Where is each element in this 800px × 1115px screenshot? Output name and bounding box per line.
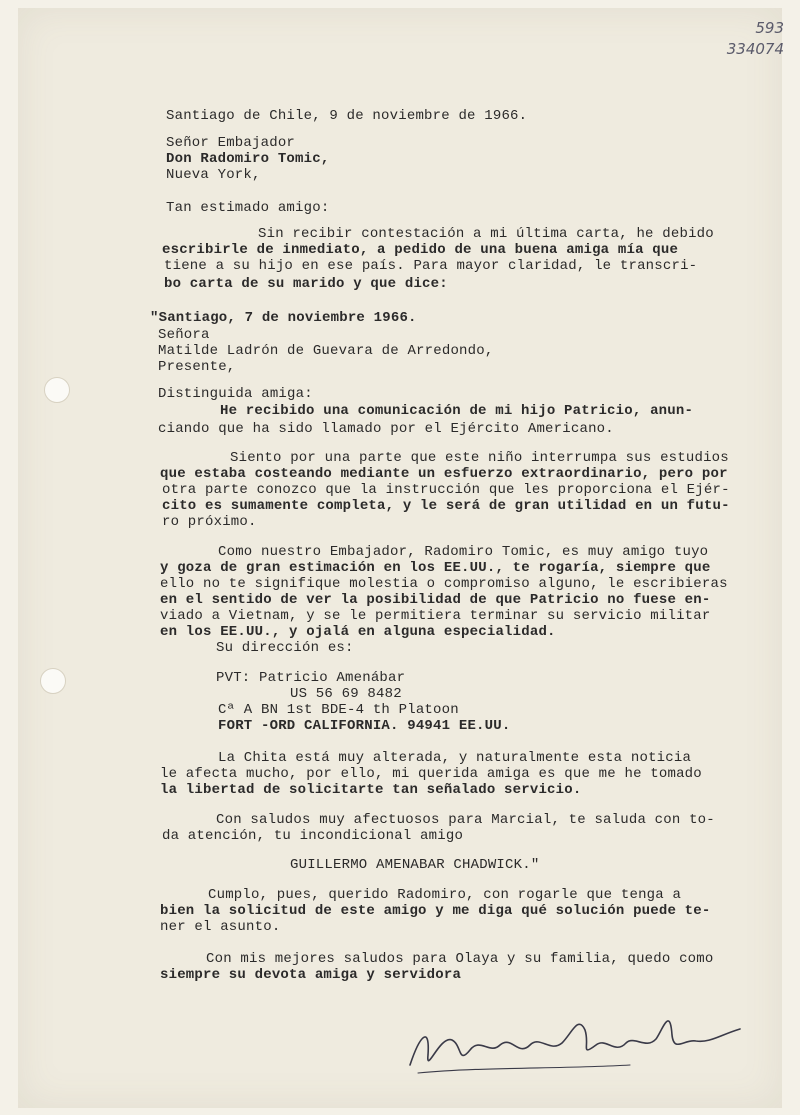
quoted-paragraph-line: Como nuestro Embajador, Radomiro Tomic, es muy amigo tuyo [218, 544, 709, 560]
closing-line: Cumplo, pues, querido Radomiro, con rogarle que tenga a [208, 887, 682, 903]
quoted-paragraph-line: que estaba costeando mediante un esfuerzo extraordinario, pero por [160, 466, 728, 482]
quoted-signature: GUILLERMO AMENABAR CHADWICK." [290, 857, 540, 873]
quoted-salutation: Distinguida amiga: [158, 386, 313, 402]
intro-line: escribirle de inmediato, a pedido de una buena amiga mía que [162, 242, 679, 258]
intro-line: Sin recibir contestación a mi última carta, he debido [258, 226, 714, 242]
quoted-paragraph-line: en el sentido de ver la posibilidad de que Patricio no fuese en- [160, 592, 711, 608]
quoted-paragraph-line: ello no te signifique molestia o compromiso alguno, le escribieras [160, 576, 728, 592]
recipient-line: Don Radomiro Tomic, [166, 151, 330, 167]
address-line: FORT -ORD CALIFORNIA. 94941 EE.UU. [218, 718, 511, 734]
closing-line: bien la solicitud de este amigo y me diga qué solución puede te- [160, 903, 711, 919]
quoted-recipient-line: Señora [158, 327, 210, 343]
address-line: PVT: Patricio Amenábar [216, 670, 406, 686]
recipient-line: Señor Embajador [166, 135, 296, 151]
letter-date: Santiago de Chile, 9 de noviembre de 1966. [166, 108, 528, 124]
quoted-recipient-line: Matilde Ladrón de Guevara de Arredondo, [158, 343, 494, 359]
quoted-paragraph-line: viado a Vietnam, y se le permitiera terminar su servicio militar [160, 608, 711, 624]
quoted-paragraph-line: en los EE.UU., y ojalá en alguna especialidad. [160, 624, 556, 640]
recipient-line: Nueva York, [166, 167, 261, 183]
address-line: Cª A BN 1st BDE-4 th Platoon [218, 702, 459, 718]
archive-number-line1: 593 [755, 19, 784, 37]
address-line: US 56 69 8482 [290, 686, 402, 702]
closing-line: siempre su devota amiga y servidora [160, 967, 462, 983]
quoted-paragraph-line: da atención, tu incondicional amigo [162, 828, 464, 844]
quoted-recipient-line: Presente, [158, 359, 236, 375]
intro-line: tiene a su hijo en ese país. Para mayor claridad, le transcri- [164, 258, 698, 274]
archive-number [727, 18, 784, 60]
closing-line: Con mis mejores saludos para Olaya y su familia, quedo como [206, 951, 714, 967]
punch-hole-bottom [40, 668, 66, 694]
quoted-paragraph-line: Siento por una parte que este niño interrumpa sus estudios [230, 450, 729, 466]
archive-number-line2: 334074 [726, 40, 784, 58]
quoted-paragraph-line: ro próximo. [162, 514, 257, 530]
punch-hole-top [44, 377, 70, 403]
quoted-paragraph-line: La Chita está muy alterada, y naturalmente esta noticia [218, 750, 692, 766]
quoted-paragraph-line: le afecta mucho, por ello, mi querida amiga es que me he tomado [160, 766, 702, 782]
intro-line: bo carta de su marido y que dice: [164, 276, 448, 292]
quoted-paragraph-line: cito es sumamente completa, y le será de gran utilidad en un futu- [162, 498, 730, 514]
quoted-paragraph-line: Su dirección es: [216, 640, 354, 656]
quoted-date: "Santiago, 7 de noviembre 1966. [150, 310, 417, 326]
quoted-paragraph-line: la libertad de solicitarte tan señalado servicio. [160, 782, 582, 798]
salutation: Tan estimado amigo: [166, 200, 330, 216]
quoted-paragraph-line: Con saludos muy afectuosos para Marcial, te saluda con to- [216, 812, 715, 828]
closing-line: ner el asunto. [160, 919, 281, 935]
quoted-paragraph-line: ciando que ha sido llamado por el Ejército Americano. [158, 421, 614, 437]
handwritten-signature [400, 995, 760, 1085]
quoted-paragraph-line: He recibido una comunicación de mi hijo Patricio, anun- [220, 403, 694, 419]
quoted-paragraph-line: otra parte conozco que la instrucción que les proporciona el Ejér- [162, 482, 730, 498]
quoted-paragraph-line: y goza de gran estimación en los EE.UU., te rogaría, siempre que [160, 560, 711, 576]
